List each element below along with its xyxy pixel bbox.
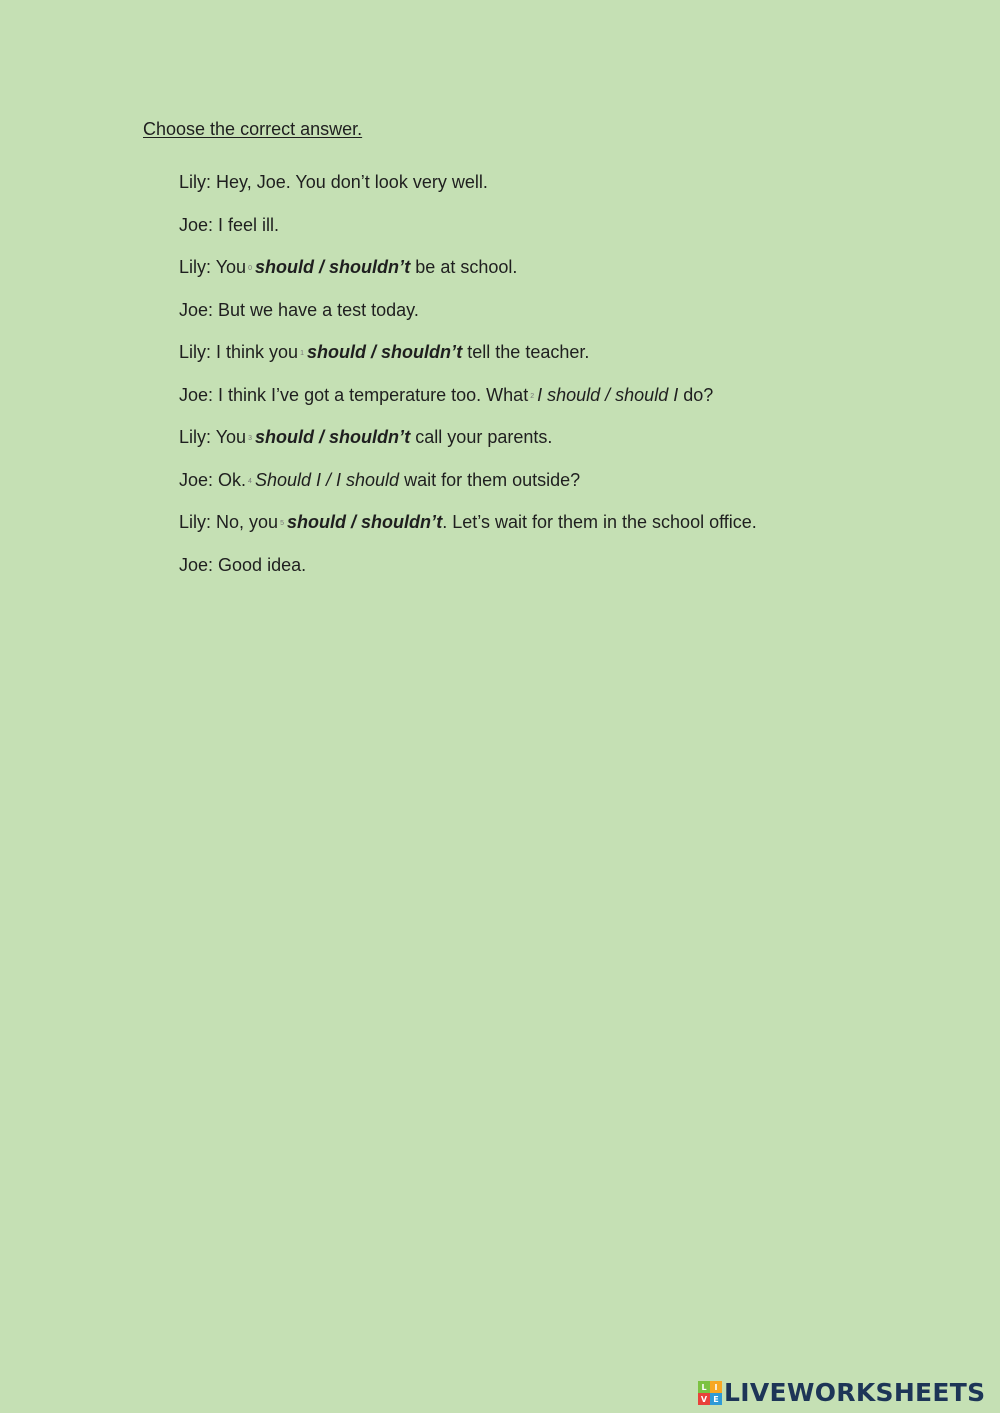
dialogue-text: I feel ill.	[213, 214, 280, 235]
dialogue-line	[179, 255, 879, 298]
speaker-label: Joe:	[179, 554, 214, 575]
liveworksheets-logo	[698, 1378, 985, 1408]
dialogue-line	[179, 298, 879, 341]
answer-choice[interactable]: should / shouldn’t	[254, 427, 411, 447]
logo-text: LIVEWORKSHEETS	[724, 1378, 986, 1407]
dialogue-text: do?	[678, 384, 714, 405]
speaker-label: Lily:	[179, 427, 212, 447]
dialogue-text: I think I’ve got a temperature too. What	[213, 384, 529, 405]
speaker-label: Joe:	[179, 214, 214, 235]
speaker-label: Joe:	[179, 384, 214, 405]
logo-mark-icon	[698, 1381, 722, 1405]
dialogue-text: call your parents.	[410, 427, 553, 447]
dialogue-text: I think you	[211, 342, 299, 362]
dialogue-text: You	[211, 257, 247, 277]
dialogue-text: Good idea.	[213, 554, 307, 575]
dialogue-text: wait for them outside?	[399, 469, 581, 490]
dialogue-line	[179, 170, 879, 213]
logo-mark-letter: L	[698, 1381, 710, 1393]
instruction-heading: Choose the correct answer.	[143, 119, 363, 139]
logo-mark-letter: I	[710, 1381, 722, 1393]
dialogue	[179, 170, 879, 595]
dialogue-text: Hey, Joe. You don’t look very well.	[211, 172, 488, 192]
question-number: 0	[248, 265, 252, 272]
dialogue-line	[179, 425, 879, 468]
dialogue-text: No, you	[211, 512, 279, 532]
dialogue-text: . Let’s wait for them in the school office.	[442, 512, 757, 532]
question-number: 4	[248, 477, 252, 485]
question-number: 2	[530, 392, 535, 400]
logo-mark-letter: E	[710, 1393, 722, 1405]
dialogue-text: You	[211, 427, 247, 447]
speaker-label: Lily:	[179, 342, 212, 362]
speaker-label: Lily:	[179, 512, 212, 532]
dialogue-text: Ok.	[213, 469, 247, 490]
dialogue-text: be at school.	[410, 257, 518, 277]
speaker-label: Joe:	[179, 299, 214, 320]
dialogue-line	[179, 553, 879, 596]
answer-choice[interactable]: should / shouldn’t	[286, 512, 443, 532]
dialogue-line	[179, 213, 879, 256]
dialogue-line	[179, 510, 879, 553]
dialogue-text: But we have a test today.	[213, 299, 419, 320]
answer-choice[interactable]: should / shouldn’t	[306, 342, 463, 362]
dialogue-line	[179, 340, 879, 383]
dialogue-line	[179, 468, 879, 511]
logo-mark-letter: V	[698, 1393, 710, 1405]
question-number: 5	[280, 520, 284, 527]
answer-choice[interactable]: Should I / I should	[254, 469, 400, 490]
dialogue-text: tell the teacher.	[462, 342, 590, 362]
dialogue-line	[179, 383, 879, 426]
speaker-label: Lily:	[179, 257, 212, 277]
answer-choice[interactable]: should / shouldn’t	[254, 257, 411, 277]
question-number: 1	[300, 350, 304, 357]
question-number: 3	[248, 435, 252, 442]
speaker-label: Joe:	[179, 469, 214, 490]
speaker-label: Lily:	[179, 172, 212, 192]
answer-choice[interactable]: I should / should I	[537, 384, 679, 405]
